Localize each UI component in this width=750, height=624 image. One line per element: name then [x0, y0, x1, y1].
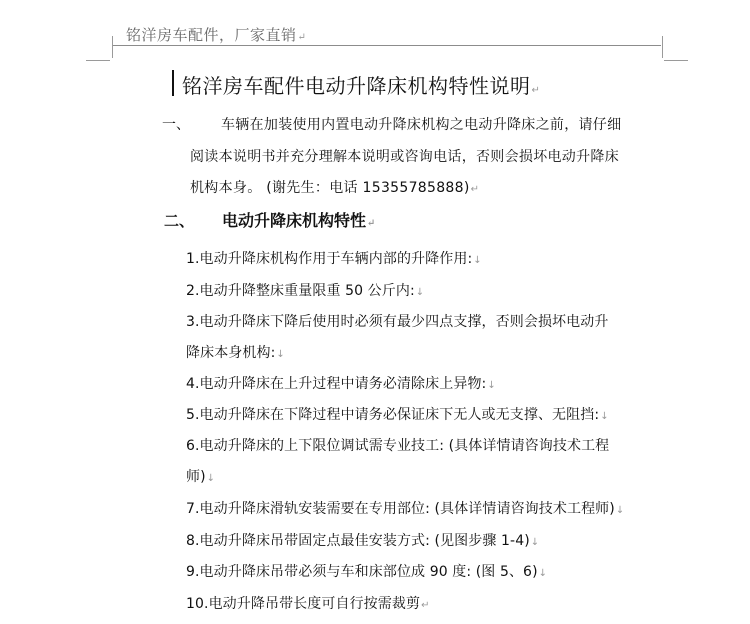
- paragraph-mark-icon: ↵: [531, 85, 541, 96]
- list-item: 降床本身机构:↓: [186, 345, 285, 361]
- list-item: 4.电动升降床在上升过程中请务必清除床上异物:↓: [186, 376, 496, 392]
- line-break-icon: ↓: [473, 255, 482, 266]
- list-item: 6.电动升降床的上下限位调试需专业技工: (具体详情请咨询技术工程: [186, 438, 610, 454]
- paragraph-mark-icon: ↵: [421, 600, 430, 611]
- line-break-icon: ↓: [530, 537, 540, 548]
- margin-corner-mark: [662, 36, 663, 58]
- line-break-icon: ↓: [600, 411, 609, 422]
- text-cursor: [172, 70, 174, 96]
- margin-corner-mark: [112, 36, 113, 58]
- header-text: 铭洋房车配件，厂家直销: [126, 26, 297, 44]
- section-number: 一、: [162, 117, 190, 133]
- margin-corner-mark: [664, 60, 688, 61]
- section-text-line: 机构本身。 (谢先生：电话 15355785888)↵: [190, 180, 480, 196]
- document-title: 铭洋房车配件电动升降床机构特性说明↵: [182, 74, 541, 98]
- list-item: 8.电动升降床吊带固定点最佳安装方式: (见图步骤 1-4)↓: [186, 533, 540, 549]
- line-break-icon: ↓: [206, 473, 216, 484]
- list-item: 10.电动升降吊带长度可自行按需裁剪↵: [186, 596, 430, 612]
- paragraph-mark-icon: ↵: [367, 218, 376, 229]
- line-break-icon: ↓: [615, 505, 625, 516]
- paragraph-mark-icon: ↵: [470, 184, 480, 195]
- list-item: 5.电动升降床在下降过程中请务必保证床下无人或无支撑、无阻挡:↓: [186, 407, 609, 423]
- line-break-icon: ↓: [487, 380, 496, 391]
- line-break-icon: ↓: [276, 349, 285, 360]
- margin-corner-mark: [86, 60, 110, 61]
- list-item: 3.电动升降床下降后使用时必须有最少四点支撑，否则会损坏电动升: [186, 314, 609, 330]
- section-heading: 电动升降床机构特性↵: [222, 211, 376, 230]
- list-item: 2.电动升降整床重量限重 50 公斤内:↓: [186, 283, 425, 299]
- list-item: 9.电动升降床吊带必须与车和床部位成 90 度: (图 5、6)↓: [186, 564, 548, 580]
- list-item: 1.电动升降床机构作用于车辆内部的升降作用:↓: [186, 251, 482, 267]
- section-text-line: 阅读本说明书并充分理解本说明或咨询电话，否则会损坏电动升降床: [190, 149, 619, 165]
- line-break-icon: ↓: [415, 287, 425, 298]
- header-rule: [113, 45, 661, 46]
- page-header: [126, 24, 306, 45]
- paragraph-mark-icon: ↵: [297, 32, 307, 43]
- section-text-line: 车辆在加装使用内置电动升降床机构之电动升降床之前，请仔细: [221, 117, 622, 133]
- section-number: 二、: [164, 212, 195, 230]
- list-item: 7.电动升降床滑轨安装需要在专用部位: (具体详情请咨询技术工程师)↓: [186, 501, 625, 517]
- list-item: 师)↓: [186, 469, 216, 485]
- line-break-icon: ↓: [538, 568, 548, 579]
